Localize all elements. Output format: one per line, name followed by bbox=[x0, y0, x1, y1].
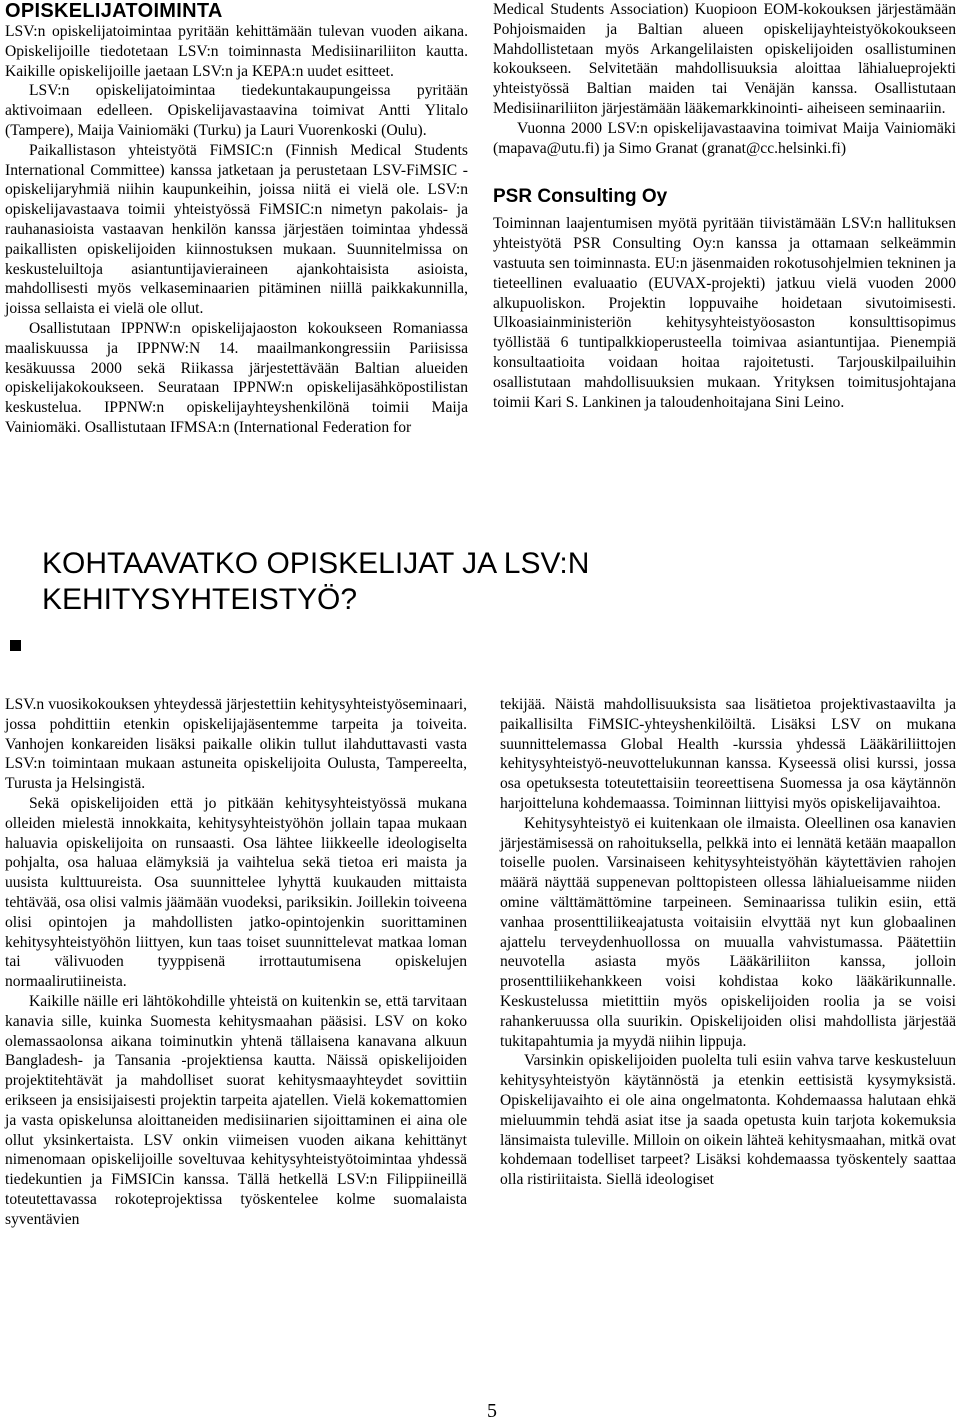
left-column-top bbox=[5, 0, 468, 438]
paragraph: Kehitysyhteistyö ei kuitenkaan ole ilmaista. Oleellinen osa kanavien järjestämisessä on rahoituksella, pelkkä into ei lennätä ketään maapallon toiselle puolen. Varsinaiseen kehitysyhteistyöhän käytettävien rahojen määrä näyttää suppenevan polttopisteen ollessa lähialueisamme niiden omine välttämättömine tarpeineen. Seminaarissa tulikin esiin, että vanhaa prosenttiliikeajatusta voitaisiin elvyttää nyt kun globaalinen ajattelu terveydenhuollossa on muualla vahvistumassa. Päätettiin neuvotella asiasta myös Lääkäriliiton kanssa, jolloin prosenttiliikehankkeen voisi kohdistaa koko lääkärikunnalle. Keskustelussa mietittiin myös opiskelijoiden roolia ja se voisi rahankeruussa olla suurikin. Opiskelijoiden olisi mahdollista järjestää tukitapahtumia ja myydä niihin lippuja. bbox=[500, 814, 956, 1050]
paragraph: LSV:n opiskelijatoimintaa tiedekuntakaupungeissa pyritään aktivoimaan edelleen. Opiskelijavastaavina toimivat Antti Ylitalo (Tampere), Maija Vainiomäki (Turku) ja Lauri Vuorenkoski (Oulu). bbox=[5, 82, 468, 139]
paragraph: Vuonna 2000 LSV:n opiskelijavastaavina toimivat Maija Vainiomäki (mapava@utu.fi) ja Simo Granat (granat@cc.helsinki.fi) bbox=[493, 119, 956, 157]
left-column-bottom bbox=[5, 695, 467, 1230]
paragraph: Osallistutaan IPPNW:n opiskelijajaoston kokoukseen Romaniassa maaliskuussa ja IPPNW:N 14. maailmankongressiin Pariisissa kesäkuussa 2000 sekä Riikassa järjestettävään Baltian alueiden opiskelijakokoukseen. Seurataan IPPNW:n opiskelijasähköpostilistan keskustelua. IPPNW:n opiskelijayhteyshenkilönä toimii Maija Vainiomäki. Osallistutaan IFMSA:n (International Federation for bbox=[5, 319, 468, 436]
right-column-bottom bbox=[500, 695, 956, 1190]
paragraph: Paikallistason yhteistyötä FiMSIC:n (Finnish Medical Students International Committee) kanssa jatketaan ja perustetaan LSV-FiMSIC - opiskelijaryhmiä niihin kaupunkeihin, joissa niitä ei vielä ole. LSV:n opiskelijavastaava toimii yhteistyössä FiMSIC:n nimetyn pakolais- ja rauhanasioista vastaavan henkilön kanssa järjestäen toimintaa yhdessä paikallisten opiskelijoiden kiinnostuksen mukaan. Suunnitelmissa on keskusteluiltoja asiantuntijavieraineen ajankohtaisista asioista, mahdollisesti myös velkaseminaarien pitäminen niillä paikkakunnilla, joissa sellaista ei vielä ole ollut. bbox=[5, 141, 468, 318]
psr-title: PSR Consulting Oy bbox=[493, 186, 668, 208]
paragraph: Varsinkin opiskelijoiden puolelta tuli esiin vahva tarve keskusteluun kehitysyhteistyön käytännöstä ja etenkin eettisistä kysymyksistä. Opiskelijavaihto ei ole aina ongelmatonta. Kohdemaassa halutaan ehkä mieluummin tehdä asiat itse ja saada opetusta kuin tarjota kokemuksia länsimaista tuleville. Milloin on oikein lähteä kehitysmaahan, mitkä ovat kohdemaan todelliset tarpeet? Lisäksi kohdemaassa työskentely saattaa olla ristiriitaista. Siellä ideologiset bbox=[500, 1052, 956, 1189]
main-heading-line: KOHTAAVATKO OPISKELIJAT JA LSV:N bbox=[42, 547, 590, 580]
paragraph: Kaikille näille eri lähtökohdille yhteistä on kuitenkin se, että tarvitaan kanavia sille, kuinka Suomesta kehitysmaahan pääsisi. LSV on koko olemassaolonsa aikana toiminutkin yhtenä tällaisena kanavana alkuun Bangladesh- ja Tansania -projektiensa kautta. Näissä opiskelijoiden projektitehtävät ja mahdolliset suorat kehitysmaayhteydet sovittiin erikseen ja ensisijaisesti projektin tarpeita ajatellen. Vielä kokemattomien ja vasta opiskelunsa aloittaneiden medisiinarien sijoittaminen ei aina ole ollut yksinkertaista. LSV onkin viimeisen vuoden aikana kehittänyt nimenomaan opiskelijoille soveltuvaa kehitysyhteistyötoimintaa yhdessä tiedekuntien ja FiMSICin kanssa. Tällä hetkellä LSV:n Filippiineillä toteutettavassa rokoteprojektissa työskentelee kolme suomalaista syventävien bbox=[5, 992, 467, 1228]
paragraph: Sekä opiskelijoiden että jo pitkään kehitysyhteistyössä mukana olleiden mielestä innokkaita, kehitysyhteistyöhön jollain tapaa mukaan haluavia opiskelijoita on runsaasti. Osa lähtee liikkeelle ideologiselta pohjalta, osa haluaa elämyksiä ja vaihtelua sekä tietoa eri maista ja uusista kulttuureista. Osa suunnittelee lyhyttä kuukauden mittaista tehtävää, osa olisi valmis jäämään vuodeksi, pariksikin. Joillekin toiveena olisi opintojen ja mahdollisten jatko-opintojenkin suorittaminen kehitysyhteistyöhön liittyen, kun taas toiset suunnittelevat matkaa loman tai välivuoden tyyppisenä irrottautumisena opiskelujen normaalirutiineista. bbox=[5, 794, 467, 991]
paragraph: Toiminnan laajentumisen myötä pyritään tiivistämään LSV:n hallituksen yhteistyötä PSR Consulting Oy:n kanssa ja ottamaan selkeämmin vastuuta sen toiminnasta. EU:n jäsenmaiden rokotusohjelmien tekninen ja tieteellinen evaluaatio (EUVAX-projekti) jatkuu vielä vuoden 2000 alkupuoliskon. Projektin loppuvaihe hoidetaan sivutoimisesti. Ulkoasiainministeriön kehitysyhteistyöosaston konsulttisopimus työllistää 6 tuntipalkkioperusteella toimivaa asiantuntijaa. Pienempiä konsultaatioita voidaan hoitaa rajoitetusti. Tarjouskilpailuihin osallistutaan mahdollisuuksien mukaan. Yrityksen toimitusjohtajana toimii Kari S. Lankinen ja taloudenhoitajana Sini Leino. bbox=[493, 215, 956, 411]
right-column-top bbox=[493, 0, 956, 412]
main-heading-line: KEHITYSYHTEISTYÖ? bbox=[42, 583, 358, 616]
paragraph: LSV.n vuosikokouksen yhteydessä järjestettiin kehitysyhteistyöseminaari, jossa pohdittiin etenkin opiskelijajäsentemme tarpeita ja toiveita. Vanhojen konkareiden lisäksi paikalle olikin tullut ilahduttavasti vasta LSV:n toimintaan mukaan astuneita opiskelijoita Oulusta, Tampereelta, Turusta ja Helsingistä. bbox=[5, 696, 467, 793]
paragraph: tekijää. Näistä mahdollisuuksista saa lisätietoa projektivastaavilta ja paikallisilta FiMSIC-yhteyshenkilöiltä. Lisäksi LSV on mukana suunnittelemassa Global Health -kurssia yhdessä Lääkäriliittojen kehitysyhteistyö-neuvottelukunnan kanssa. Kyseessä olisi kurssi, jossa osa opetuksesta toteutettaisiin teoreettisena Suomessa ja osa käytännön harjoitteluna kohdemaassa. Toiminnan liittyisi myös opiskelijavaihtoa. bbox=[500, 696, 956, 812]
section-title: OPISKELIJATOIMINTA bbox=[5, 0, 223, 22]
paragraph: LSV:n opiskelijatoimintaa pyritään kehittämään tulevan vuoden aikana. Opiskelijoille tiedotetaan LSV:n toiminnasta Medisiinariliiton kautta. Kaikille opiskelijoille jaetaan LSV:n ja KEPA:n uudet esitteet. bbox=[5, 23, 468, 80]
page-number: 5 bbox=[487, 1400, 497, 1422]
square-bullet-icon bbox=[10, 640, 21, 651]
paragraph: Medical Students Association) Kuopioon EOM-kokouksen järjestämään Pohjoismaiden ja Baltian alueen opiskelijayhteistyökokoukseen Mahdollistetaan myös Arkangelilaisten opiskelijoiden osallistuminen kokoukseen. Selvitetään mahdollisuuksia aloittaa lähialueprojekti yhteistyössä Baltian maiden tai Venäjän kanssa. Osallistutaan Medisiinariliiton järjestämään lääkemarkkinointi- aiheiseen seminaariin. bbox=[493, 1, 956, 117]
main-heading bbox=[42, 546, 942, 618]
